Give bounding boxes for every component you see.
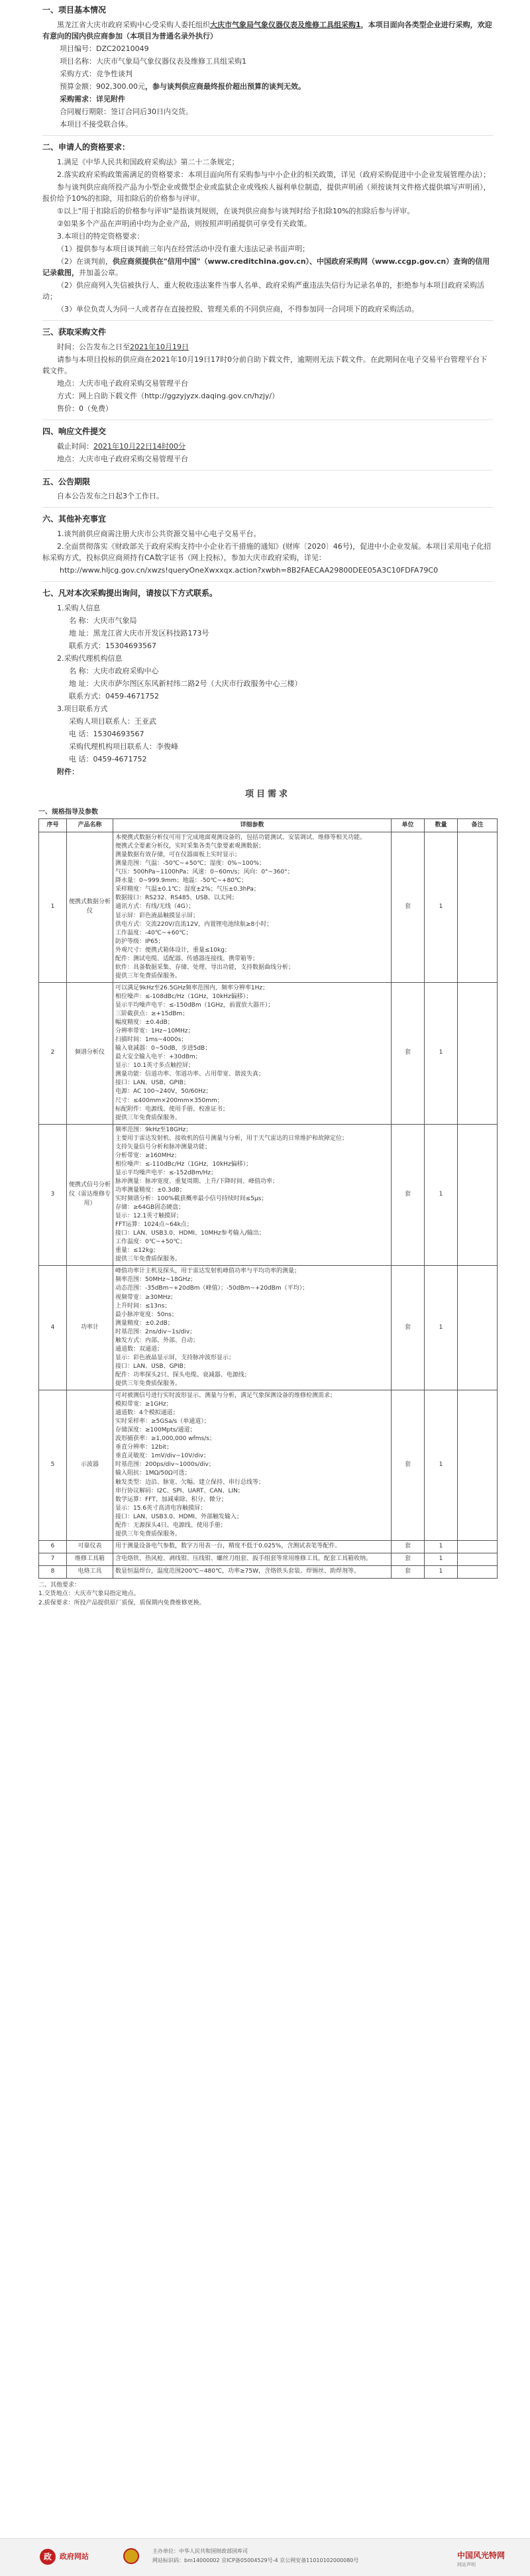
cell-qty: 1 — [425, 1540, 458, 1553]
cell-no: 4 — [39, 1266, 67, 1390]
detail-line: 显示平均噪声电平：≤-152dBm/Hz； — [115, 1169, 217, 1176]
section-4-heading: 四、响应文件提交 — [42, 427, 107, 437]
detail-line: 采样精度：气温±0.1℃；湿度±2%；气压±0.3hPa； — [115, 886, 260, 893]
table-row — [39, 982, 498, 1124]
doc-price: 售价：0（免费） — [57, 404, 113, 414]
detail-line: 动态范围：-35dBm~+20dBm（峰值）；-50dBm~+20dBm（平均）； — [115, 1285, 309, 1292]
table-header-row — [39, 819, 498, 832]
qual-item: （2）供应商列入失信被执行人、重大税收违法案件当事人名单、政府采购严重违法失信行为记录名单的，拒绝参与本项目政府采购活动； — [42, 281, 484, 302]
doc-time — [42, 341, 493, 353]
detail-line: 测量范围：气温：-50℃~+50℃；湿度：0%~100%； — [115, 860, 265, 868]
detail-line: 显示：彩色液晶显示屏，支持脉冲波形显示； — [115, 1354, 235, 1361]
cell-no: 7 — [39, 1553, 67, 1565]
detail-line: 测量数据有效存储，可在仪器面板上实时显示； — [115, 852, 241, 859]
detail-line: 波形捕获率：≥1,000,000 wfms/s； — [115, 1435, 215, 1443]
detail-line: 可对被测信号进行实时波形显示、测量与分析，满足气象探测设备的维修检测需求； — [115, 1392, 337, 1400]
doc-time-label: 时间：公告发布之日至 — [57, 342, 130, 351]
detail-line: 数据接口：RS232、RS485、USB、以太网； — [115, 895, 238, 902]
qual-item: （1）提供参与本项目谈判前三年内在经营活动中没有重大违法记录书面声明； — [57, 244, 309, 253]
cell-detail — [113, 982, 392, 1124]
cell-qty: 1 — [425, 1565, 458, 1578]
budget-note: ，参与谈判供应商最终报价超出预算的谈判无效。 — [144, 82, 305, 91]
buyer-phone: 联系方式：15304693567 — [69, 641, 156, 650]
cell-no: 5 — [39, 1390, 67, 1541]
detail-line: 频率范围：50MHz~18GHz； — [115, 1276, 197, 1284]
deadline-time: 2021年10月22日14时00分 — [93, 441, 186, 451]
detail-line: 输入衰减器：0~50dB，步进5dB； — [115, 1045, 211, 1052]
detail-line: 便携式全要素分析仪，实时采集各类气象要素观测数据； — [115, 843, 265, 850]
agency-contact: 采购代理机构项目联系人：李俊峰 — [69, 742, 178, 752]
cell-qty: 1 — [425, 1553, 458, 1565]
detail-line: 气压：500hPa~1100hPa；风速：0~60m/s；风向：0°~360°； — [115, 869, 293, 876]
intro-tail: ，本项目面向各类型企业进行采购，欢迎有意向的国内供应商参加（本项目为普通名录外执行） — [42, 20, 492, 40]
detail-line: 降水量：0~999.9mm；地温：-50℃~+80℃； — [115, 877, 248, 885]
cell-no: 2 — [39, 982, 67, 1124]
divider — [42, 135, 493, 136]
gov-logo-icon: 政 — [40, 2549, 56, 2565]
section-2-heading: 二、申请人的资格要求： — [42, 142, 131, 152]
table-row — [39, 1390, 498, 1541]
cell-detail — [113, 1540, 392, 1553]
detail-line: 触发类型：边沿、脉宽、欠幅、建立保持、串行总线等； — [115, 1479, 265, 1486]
detail-line: 垂直分辨率：12bit； — [115, 1444, 173, 1451]
detail-line: 输入阻抗：1MΩ/50Ω可选； — [115, 1470, 191, 1477]
deadline — [42, 441, 493, 452]
detail-line: 相位噪声：≤-110dBc/Hz（1GHz，10kHz偏移）； — [115, 1160, 252, 1168]
section-6-heading: 六、其他补充事宜 — [42, 514, 107, 524]
section-3-heading: 三、获取采购文件 — [42, 327, 107, 337]
cell-unit: 套 — [392, 1565, 425, 1578]
buyer-heading: 1.采购人信息 — [57, 603, 101, 612]
cell-unit: 套 — [392, 832, 425, 983]
cell-note — [458, 982, 498, 1124]
detail-line: 本便携式数据分析仪可用于完成地面观测设备的，包括功能测试、安装调试、维修等相关功能。 — [115, 834, 366, 842]
notice-period: 自本公告发布之日起3个工作日。 — [57, 492, 164, 501]
buyer-address: 地 址：黑龙江省大庆市开发区科技路173号 — [69, 628, 209, 638]
cell-note — [458, 1390, 498, 1541]
table-notes — [38, 1581, 493, 1608]
detail-line: 接口：LAN、USB、GPIB； — [115, 1080, 189, 1087]
cell-name: 便携式信号分析仪（雷达维修专用） — [67, 1124, 113, 1266]
gov-logo-text: 政府网站 — [60, 2552, 89, 2561]
detail-line: 用于测量设备电气参数，数字万用表一台，精度不低于0.025%，含测试表笔等配件。 — [115, 1543, 341, 1550]
table-row — [39, 1124, 498, 1266]
cell-detail — [113, 1266, 392, 1390]
qual-item: ①以上"用于扣除后的价格参与评审"是指谈判规则，在谈判供应商参与谈判时给予扣除10%的扣除后参与评审。 — [57, 206, 415, 215]
col-no: 序号 — [39, 819, 67, 832]
cell-name: 便携式数据分析仪 — [67, 832, 113, 983]
detail-line: 模拟带宽：≥1GHz； — [115, 1401, 172, 1408]
agency-name: 名 称：大庆市政府采购中心 — [69, 667, 159, 676]
cell-unit: 套 — [392, 1266, 425, 1390]
detail-line: 重量：≤12kg； — [115, 1247, 159, 1255]
detail-line: 时基范围：200ps/div~1000s/div； — [115, 1461, 215, 1469]
cell-unit: 套 — [392, 1390, 425, 1541]
detail-line: 配件：功率探头2只、探头电缆、衰减器、电源线； — [115, 1371, 250, 1378]
credit-prefix: （2）在谈判前， — [57, 256, 113, 266]
detail-line: 幅度精度：±0.4dB； — [115, 1019, 174, 1027]
cell-note — [458, 832, 498, 983]
cell-qty: 1 — [425, 982, 458, 1124]
other-item: 2.全面贯彻落实《财政部关于政府采购支持中小企业若干措施的通知》(财库〔2020〕46号)，促进中小企业发展。本项目采用电子化招标采购方式，投标供应商须持有CA数字证书（网上投标），参加大庆市政府采购，详见： — [42, 542, 492, 563]
note-line: 1.交货地点：大庆市气象局指定地点。 — [38, 1591, 140, 1598]
detail-line: 工作温度：-40℃~+60℃； — [115, 929, 192, 936]
detail-line: 实时频谱分析：100%截获概率最小信号持续时间≤5μs； — [115, 1196, 268, 1203]
table-caption: 一、规格指导及参数 — [38, 808, 98, 816]
table-row — [39, 832, 498, 983]
note-line: 二、其他要求： — [38, 1581, 81, 1589]
detail-line: 尺寸：≤400mm×200mm×350mm； — [115, 1097, 223, 1104]
buyer-contact-phone: 电 话：15304693567 — [69, 730, 144, 739]
col-qty: 数量 — [425, 819, 458, 832]
buyer-contact: 采购人项目联系人：王亚武 — [69, 717, 156, 726]
agency-contact-phone: 电 话：0459-4671752 — [69, 755, 147, 764]
detail-line: 接口：LAN、USB3.0、HDMI、外部触发输入； — [115, 1513, 243, 1520]
cell-detail — [113, 1124, 392, 1266]
detail-line: 提供三年免费质保服务。 — [115, 972, 182, 980]
intro-text: 黑龙江省大庆市政府采购中心受采购人委托组织 — [57, 20, 210, 29]
agency-address: 地 址：大庆市萨尔图区东风新村纬二路2号（大庆市行政服务中心三楼） — [69, 679, 302, 689]
detail-line: 支持矢量信号分析和脉冲测量功能； — [115, 1143, 211, 1150]
section-5-heading: 五、公告期限 — [42, 476, 91, 486]
no-consortium: 本项目不接受联合体。 — [60, 119, 132, 129]
detail-line: 峰值功率计主机及探头，用于雷达发射机峰值功率与平均功率的测量； — [115, 1268, 301, 1275]
cell-unit: 套 — [392, 1553, 425, 1565]
qual-item: 1.满足《中华人民共和国政府采购法》第二十二条规定； — [57, 157, 239, 166]
footer-statement-link[interactable]: 网站声明 — [457, 2562, 476, 2567]
detail-line: 可以满足9kHz至26.5GHz频率范围内，频率分辨率1Hz； — [115, 984, 269, 991]
cell-note — [458, 1540, 498, 1553]
cell-note — [458, 1266, 498, 1390]
detail-line: 提供三年免费质保服务。 — [115, 1114, 182, 1121]
detail-line: 上升时间：≤13ns； — [115, 1302, 171, 1310]
divider — [42, 320, 493, 321]
cell-no: 3 — [39, 1124, 67, 1266]
detail-line: 串行协议解码：I2C、SPI、UART、CAN、LIN； — [115, 1487, 244, 1494]
deadline-label: 截止时间： — [57, 441, 93, 451]
cell-detail — [113, 1565, 392, 1578]
detail-line: 触发方式：内部、外部、自动； — [115, 1337, 199, 1344]
detail-line: 供电方式：交流220V/直流12V，内置锂电池续航≥8小时； — [115, 921, 273, 928]
qual-item: 参与谈判供应商所投产品为小型企业或微型企业或监狱企业或残疾人福利单位制造，提供声明函（须按谈判文件格式提供填写声明函），报价给予10%的扣除，用扣除后的价格参与评审。 — [42, 182, 491, 203]
procurement-method: 采购方式：竞争性谈判 — [60, 69, 132, 78]
site-footer — [0, 2538, 530, 2576]
detail-line: 主要用于雷达发射机、接收机的信号测量与分析，用于天气雷达的日常维护和故障定位； — [115, 1135, 348, 1142]
cell-no: 8 — [39, 1565, 67, 1578]
detail-line: 显示：10.1英寸多点触控屏； — [115, 1062, 195, 1070]
detail-line: 工作温度：0℃~+50℃； — [115, 1239, 186, 1246]
detail-line: 频率范围：9kHz至18GHz； — [115, 1126, 192, 1133]
detail-line: 通道数：4个模拟通道； — [115, 1410, 179, 1417]
detail-line: 相位噪声：≤-108dBc/Hz（1GHz，10kHz偏移）； — [115, 993, 252, 1000]
section-1-heading: 一、项目基本情况 — [42, 5, 107, 15]
doc-place: 地点：大庆市电子政府采购交易管理平台 — [57, 378, 188, 388]
budget — [42, 81, 493, 92]
detail-line: 含电烙铁、热风枪、剥线钳、压线钳、螺丝刀组套、扳手组套等常用维修工具，配套工具箱收纳。 — [115, 1555, 372, 1563]
procurement-requirements: 采购需求：详见附件 — [60, 94, 125, 103]
doc-desc: 请参与本项目投标的供应商在2021年10月19日17时0分前自助下载文件，逾期则无法下载文件。在此期间在电子交易平台管理平台下载文件。 — [42, 355, 487, 375]
doc-method: 方式：网上自助下载文件（http://ggzyjyzx.daqing.gov.cn/hzjy/） — [57, 392, 280, 400]
cell-no: 6 — [39, 1540, 67, 1553]
footer-icp: 网站标识码：bm14000002 京ICP备05004529号-4 京公网安备11010102000080号 — [152, 2557, 359, 2563]
detail-line: 最小脉冲宽度：50ns； — [115, 1311, 178, 1318]
table-row — [39, 1540, 498, 1553]
divider — [42, 470, 493, 471]
divider — [42, 581, 493, 582]
cell-note — [458, 1553, 498, 1565]
footer-host: 主办单位：中华人民共和国财政部国库司 — [152, 2548, 248, 2554]
detail-line: 显示：15.6英寸高清电容触摸屏； — [115, 1504, 207, 1512]
qual-item: 2.落实政府采购政策需满足的资格要求：本项目面向所有采购参与中小企业的相关政策，详见（政府采购促进中小企业发展管理办法）； — [57, 170, 490, 179]
cell-unit: 套 — [392, 982, 425, 1124]
detail-line: 视频带宽：≥30MHz； — [115, 1294, 177, 1301]
agency-phone: 联系方式：0459-4671752 — [69, 692, 159, 701]
cell-note — [458, 1124, 498, 1266]
detail-line: 分辨率带宽：1Hz~10MHz； — [115, 1028, 194, 1035]
detail-line: 通讯方式：有线/无线（4G）； — [115, 903, 195, 911]
buyer-name: 名 称：大庆市气象局 — [69, 616, 137, 625]
detail-line: 功率测量精度：±0.3dB； — [115, 1186, 186, 1194]
detail-line: 数显恒温焊台，温度范围200℃~480℃，功率≥75W，含烙铁头套装、焊锡丝、助焊剂等。 — [115, 1568, 360, 1575]
cell-unit: 套 — [392, 1124, 425, 1266]
table-body — [39, 832, 498, 1579]
cell-detail — [113, 1390, 392, 1541]
policy-link[interactable]: http://www.hljcg.gov.cn/xwzs!queryOneXwxxqx.action?xwbh=8B2FAECAA29800DEE05A3C10FDFA79C0 — [60, 566, 439, 575]
detail-line: 配件：测试电缆、适配器、传感器连接线、携带箱等； — [115, 955, 259, 962]
project-name: 项目名称：大庆市气象局气象仪器仪表及维修工具组采购1 — [60, 56, 246, 66]
cell-qty: 1 — [425, 1390, 458, 1541]
cell-name: 频谱分析仪 — [67, 982, 113, 1124]
detail-line: 扫描时间：1ms~4000s； — [115, 1036, 187, 1044]
detail-line: 脉冲测量：脉冲宽度、重复周期、上升/下降时间、峰值功率； — [115, 1178, 279, 1185]
col-name: 产品名称 — [67, 819, 113, 832]
attachment-label: 附件： — [57, 767, 79, 777]
project-number: 项目编号：DZC20210049 — [60, 44, 149, 53]
police-badge-icon[interactable] — [123, 2548, 139, 2564]
col-detail: 详细参数 — [113, 819, 392, 832]
cell-unit: 套 — [392, 1540, 425, 1553]
requirements-table — [38, 818, 498, 1579]
detail-line: 存储深度：≥100Mpts/通道； — [115, 1427, 196, 1434]
footer-right-brand[interactable]: 中国风光特网 — [457, 2551, 505, 2560]
detail-line: 配件：无源探头4只、电源线、使用手册； — [115, 1522, 227, 1529]
qual-credit — [42, 256, 493, 278]
detail-line: 通道数：双通道； — [115, 1345, 164, 1353]
submit-place: 地点：大庆市电子政府采购交易管理平台 — [57, 454, 188, 463]
detail-line: 提供三年免费质保服务。 — [115, 1530, 182, 1538]
contact-heading: 3.项目联系方式 — [57, 704, 108, 714]
cell-name: 可靠仪表 — [67, 1540, 113, 1553]
detail-line: 测量功能：信道功率、邻道功率、占用带宽、谐波失真； — [115, 1071, 265, 1078]
detail-line: 垂直灵敏度：1mV/div~10V/div； — [115, 1453, 209, 1460]
cell-detail — [113, 1553, 392, 1565]
other-item: 1.谈判前供应商需注册大庆市公共资源交易中心电子交易平台。 — [57, 530, 261, 539]
detail-line: 电源：AC 100~240V，50/60Hz； — [115, 1088, 212, 1095]
note-line: 2.质保要求：所投产品提供原厂质保，质保期内免费维修更换。 — [38, 1599, 205, 1606]
cell-name: 示波器 — [67, 1390, 113, 1541]
agency-heading: 2.采购代理机构信息 — [57, 653, 123, 663]
section-1-intro — [42, 19, 493, 42]
detail-line: 提供三年免费质保服务。 — [115, 1380, 182, 1387]
budget-amount: 预算金额：902,300.00元 — [60, 82, 145, 91]
table-row — [39, 1553, 498, 1565]
detail-line: 分析带宽：≥160MHz； — [115, 1152, 180, 1159]
detail-line: 提供三年免费质保服务。 — [115, 1256, 182, 1263]
col-note: 备注 — [458, 819, 498, 832]
cell-qty: 1 — [425, 832, 458, 983]
detail-line: 显示平均噪声电平：≤-150dBm（1GHz，前置放大器开）； — [115, 1001, 274, 1009]
detail-line: 显示屏：彩色液晶触摸显示屏； — [115, 912, 199, 919]
detail-line: 最大安全输入电平：+30dBm； — [115, 1054, 201, 1061]
detail-line: 数学运算：FFT、加减乘除、积分、微分； — [115, 1496, 227, 1503]
detail-line: 标配附件：电源线、使用手册、校准证书； — [115, 1105, 229, 1113]
qual-item: 3.本项目的特定资格要求： — [57, 231, 144, 241]
table-row — [39, 1565, 498, 1578]
cell-no: 1 — [39, 832, 67, 983]
detail-line: FFT运算：1024点~64k点； — [115, 1221, 193, 1229]
detail-line: 接口：LAN、USB3.0、HDMI、10MHz参考输入/输出； — [115, 1230, 265, 1237]
section-7-heading: 七、凡对本次采购提出询问，请按以下方式联系。 — [42, 588, 218, 598]
detail-line: 测量精度：±0.2dB； — [115, 1319, 174, 1327]
detail-line: 存储：≥64GB固态硬盘； — [115, 1204, 185, 1211]
cell-qty: 1 — [425, 1124, 458, 1266]
contract-term: 合同履行期限：签订合同后30日内交货。 — [60, 107, 193, 116]
detail-line: 三阶截获点：≥+15dBm； — [115, 1011, 189, 1018]
table-row — [39, 1266, 498, 1390]
cell-name: 电烙工具 — [67, 1565, 113, 1578]
detail-line: 软件：具备数据采集、存储、处理、导出功能，支持数据曲线分析； — [115, 964, 295, 971]
cell-qty: 1 — [425, 1266, 458, 1390]
cell-name: 功率计 — [67, 1266, 113, 1390]
divider — [42, 507, 493, 508]
gov-site-logo[interactable] — [40, 2548, 119, 2565]
doc-time-date: 2021年10月19日 — [130, 342, 189, 351]
requirements-title: 项目需求 — [244, 789, 290, 800]
detail-line: 接口：LAN、USB、GPIB； — [115, 1363, 189, 1370]
detail-line: 时基范围：2ns/div~1s/div； — [115, 1328, 196, 1335]
col-unit: 单位 — [392, 819, 425, 832]
detail-line: 显示：12.1英寸触摸屏； — [115, 1213, 183, 1220]
detail-line: 外观尺寸：便携式箱体设计，重量≤10kg； — [115, 946, 231, 954]
announcement-body — [38, 0, 493, 1608]
qual-item: ②如果多个产品在声明函中均为企业产品，则按照声明函提供可享受有关政策。 — [57, 219, 311, 228]
cell-note — [458, 1565, 498, 1578]
qual-item: （3）单位负责人为同一人或者存在直接控股、管理关系的不同供应商，不得参加同一合同项下的政府采购活动。 — [57, 305, 419, 314]
credit-tail: 并加盖公章。 — [79, 268, 123, 278]
cell-name: 维修工具箱 — [67, 1553, 113, 1565]
detail-line: 实时采样率：≥5GSa/s（单通道）； — [115, 1418, 210, 1426]
footer-info — [152, 2547, 444, 2565]
intro-project-name: 大庆市气象局气象仪器仪表及维修工具组采购1 — [210, 20, 361, 29]
cell-detail — [113, 832, 392, 983]
credit-body: 供应商须提供在"信用中国"（www.creditchina.gov.cn）、中国政府采购网（www.ccgp.gov.cn）查询的信用记录截图， — [42, 256, 490, 278]
detail-line: 防护等级：IP65； — [115, 938, 164, 945]
